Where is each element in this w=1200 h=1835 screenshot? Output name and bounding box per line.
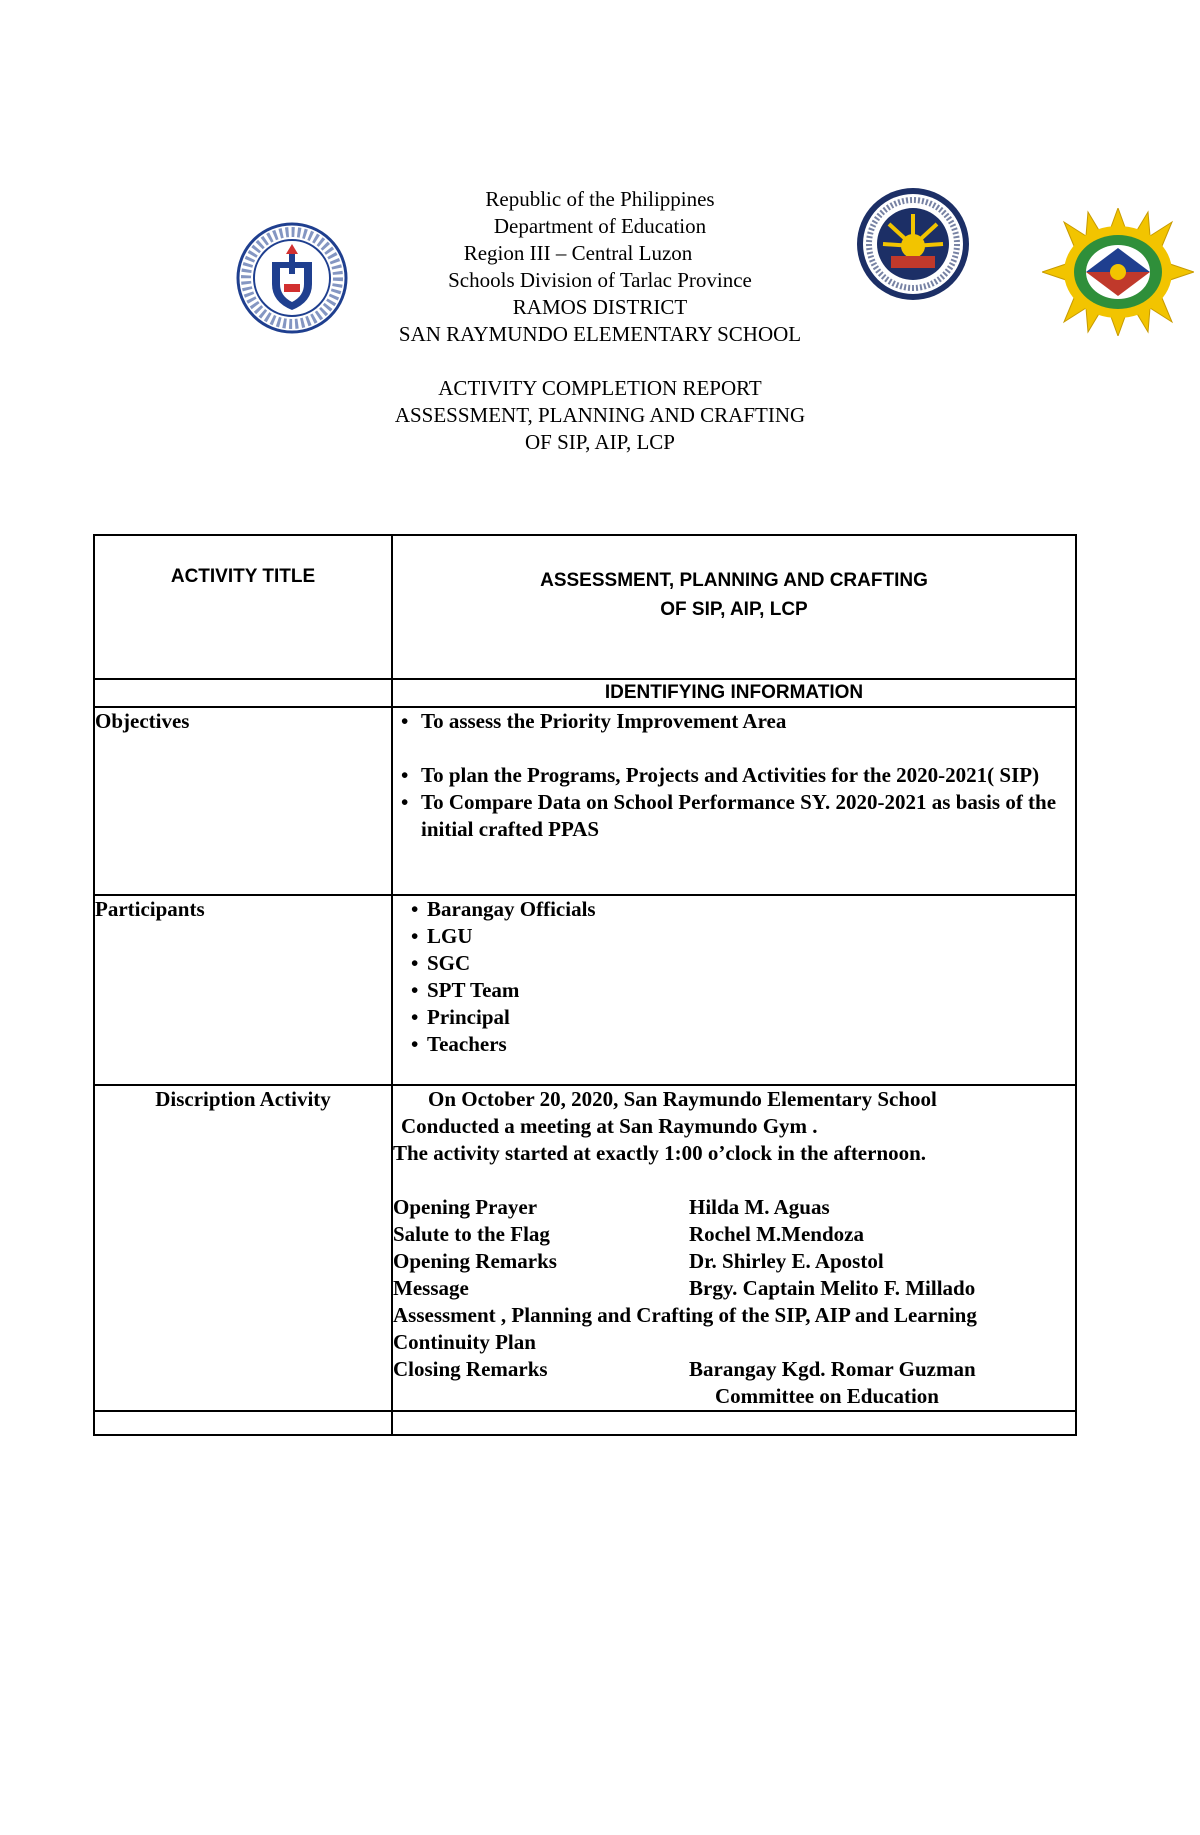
participants-label: Participants bbox=[95, 897, 205, 921]
bullet-icon: • bbox=[411, 897, 419, 921]
list-item: • Principal bbox=[411, 1005, 510, 1029]
program-person: Barangay Kgd. Romar Guzman bbox=[689, 1357, 976, 1381]
bullet-icon: • bbox=[401, 763, 409, 787]
identifying-info-cell bbox=[392, 679, 1076, 707]
program-role: Opening Remarks bbox=[393, 1249, 557, 1273]
program-assessment: Assessment , Planning and Crafting of the SIP, AIP and Learning Continuity Plan bbox=[393, 1303, 977, 1354]
table-row bbox=[94, 707, 1076, 895]
bullet-icon: • bbox=[401, 790, 409, 814]
list-item: • To assess the Priority Improvement Area bbox=[401, 709, 787, 733]
activity-title-value bbox=[393, 536, 1075, 624]
program-role: Opening Prayer bbox=[393, 1195, 538, 1219]
description-spacer bbox=[393, 1167, 1075, 1194]
list-item: • SGC bbox=[411, 951, 471, 975]
program-row bbox=[393, 1356, 1075, 1383]
list-spacer bbox=[393, 735, 1075, 762]
objectives-list bbox=[393, 708, 1075, 843]
description-body bbox=[393, 1086, 1075, 1410]
description-line-2: Conducted a meeting at San Raymundo Gym . bbox=[401, 1114, 818, 1138]
list-item: • To plan the Programs, Projects and Activities for the 2020-2021( SIP) bbox=[401, 763, 1040, 787]
activity-title-value-line-2: OF SIP, AIP, LCP bbox=[660, 599, 808, 620]
participants-cell bbox=[392, 895, 1076, 1085]
activity-title-value-cell bbox=[392, 535, 1076, 679]
program-person: Brgy. Captain Melito F. Millado bbox=[689, 1276, 976, 1300]
bullet-icon: • bbox=[411, 1032, 419, 1056]
program-row bbox=[393, 1221, 1075, 1248]
description-label-cell bbox=[94, 1085, 392, 1411]
description-cell bbox=[392, 1085, 1076, 1411]
table-row bbox=[94, 895, 1076, 1085]
activity-report-table bbox=[93, 534, 1077, 1436]
table-row bbox=[94, 679, 1076, 707]
table-row bbox=[94, 535, 1076, 679]
program-person: Hilda M. Aguas bbox=[689, 1195, 830, 1219]
table-row bbox=[94, 1411, 1076, 1435]
program-person: Dr. Shirley E. Apostol bbox=[689, 1249, 884, 1273]
program-row bbox=[393, 1194, 1075, 1221]
list-item: • SPT Team bbox=[411, 978, 520, 1002]
program-row bbox=[393, 1275, 1075, 1302]
program-person: Rochel M.Mendoza bbox=[689, 1222, 864, 1246]
description-label: Discription Activity bbox=[155, 1087, 331, 1111]
list-item: • Teachers bbox=[411, 1032, 507, 1056]
report-subtitle-1: ASSESSMENT, PLANNING AND CRAFTING bbox=[394, 403, 806, 427]
activity-title-label-cell bbox=[94, 535, 392, 679]
header-line-republic: Republic of the Philippines bbox=[485, 187, 715, 211]
header-line-department: Department of Education bbox=[493, 214, 707, 238]
header-line-division: Schools Division of Tarlac Province bbox=[448, 268, 752, 292]
bullet-icon: • bbox=[411, 1005, 419, 1029]
header-district: RAMOS DISTRICT bbox=[512, 295, 688, 319]
empty-cell bbox=[392, 1411, 1076, 1435]
bullet-icon: • bbox=[411, 978, 419, 1002]
empty-cell bbox=[94, 1411, 392, 1435]
list-item: • To Compare Data on School Performance SY. 2020-2021 as basis of the initial crafted PPAS bbox=[401, 790, 1057, 841]
participants-list bbox=[393, 896, 1075, 1058]
empty-cell bbox=[94, 679, 392, 707]
objectives-label-cell bbox=[94, 707, 392, 895]
description-line-3: The activity started at exactly 1:00 o’clock in the afternoon. bbox=[393, 1141, 927, 1165]
bullet-icon: • bbox=[401, 709, 409, 733]
list-item: • Barangay Officials bbox=[411, 897, 596, 921]
activity-title-value-line-1: ASSESSMENT, PLANNING AND CRAFTING bbox=[540, 570, 928, 591]
header-school-name: SAN RAYMUNDO ELEMENTARY SCHOOL bbox=[398, 322, 802, 346]
participants-label-cell bbox=[94, 895, 392, 1085]
program-row bbox=[393, 1248, 1075, 1275]
program-role: Salute to the Flag bbox=[393, 1222, 550, 1246]
description-line-1: On October 20, 2020, San Raymundo Elementary School bbox=[428, 1087, 937, 1111]
identifying-info-label: IDENTIFYING INFORMATION bbox=[604, 682, 864, 703]
program-closing-subtitle: Committee on Education bbox=[715, 1384, 939, 1408]
bullet-icon: • bbox=[411, 924, 419, 948]
objectives-label: Objectives bbox=[95, 709, 190, 733]
bullet-icon: • bbox=[411, 951, 419, 975]
activity-title-label: ACTIVITY TITLE bbox=[170, 566, 316, 587]
list-item: • LGU bbox=[411, 924, 473, 948]
report-title: ACTIVITY COMPLETION REPORT bbox=[438, 376, 762, 400]
program-role: Message bbox=[393, 1276, 469, 1300]
table-row bbox=[94, 1085, 1076, 1411]
program-role: Closing Remarks bbox=[393, 1357, 548, 1381]
report-subtitle-2: OF SIP, AIP, LCP bbox=[525, 430, 675, 454]
header-line-region: Region III – Central Luzon bbox=[463, 241, 693, 265]
objectives-cell bbox=[392, 707, 1076, 895]
